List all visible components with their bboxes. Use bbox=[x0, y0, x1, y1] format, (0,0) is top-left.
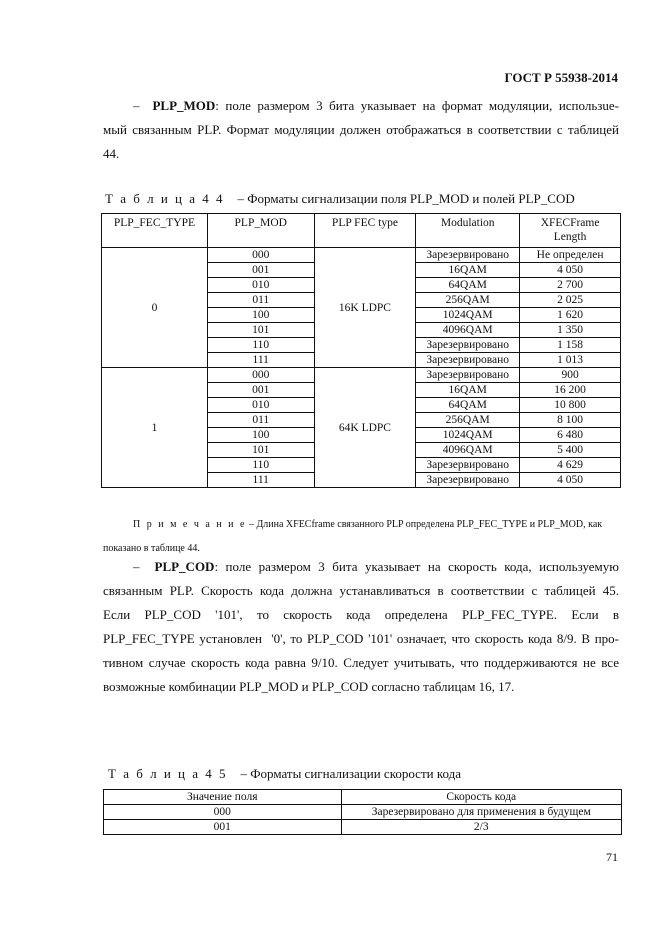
cell-xfecframe-length: 2 700 bbox=[520, 278, 621, 293]
cell-plp-mod: 101 bbox=[207, 443, 314, 458]
table44-note bbox=[103, 513, 621, 561]
para-text: : поле размером 3 бита указывает на формат модуляции, использue- bbox=[215, 98, 619, 113]
table45-caption-text: – Форматы сигнализации скорости кода bbox=[240, 766, 462, 781]
cell-xfecframe-length: 5 400 bbox=[520, 443, 621, 458]
col-header-plp-fec-type: PLP_FEC_TYPE bbox=[102, 214, 208, 248]
standard-number: ГОСТ Р 55938-2014 bbox=[504, 70, 618, 85]
cell-plp-fec-type: 0 bbox=[102, 248, 208, 368]
cell-modulation: 16QAM bbox=[416, 383, 520, 398]
plp-cod-paragraph bbox=[103, 555, 619, 699]
table45-caption bbox=[108, 766, 461, 782]
para-line: связанным PLP. Скорость кода должна устанавливаться в соответствии с таблицей 45. bbox=[103, 583, 619, 598]
cell-modulation: 1024QAM bbox=[416, 428, 520, 443]
cell-xfecframe-length: 900 bbox=[520, 368, 621, 383]
cell-plp-mod: 101 bbox=[207, 323, 314, 338]
para-line: PLP_FEC_TYPE установлен '0', то PLP_COD '101' означает, что скорость кода 8/9. В про- bbox=[103, 631, 619, 646]
table44-caption-label: Т а б л и ц а 4 4 bbox=[105, 191, 225, 206]
term-plp-cod: PLP_COD bbox=[154, 559, 215, 574]
cell-modulation: Зарезервировано bbox=[416, 338, 520, 353]
page-number: 71 bbox=[606, 850, 618, 864]
para-line bbox=[103, 555, 619, 579]
cell-plp-mod: 100 bbox=[207, 308, 314, 323]
col-header-plp-mod: PLP_MOD bbox=[207, 214, 314, 248]
cell-modulation: 4096QAM bbox=[416, 443, 520, 458]
table44-caption-text: – Форматы сигнализации поля PLP_MOD и полей PLP_COD bbox=[237, 191, 575, 206]
para-line: Если PLP_COD '101', то скорость кода определена PLP_FEC_TYPE. Если в bbox=[103, 607, 619, 622]
table45-caption-label: Т а б л и ц а 4 5 bbox=[108, 766, 228, 781]
cell-plp-mod: 010 bbox=[207, 278, 314, 293]
cell-xfecframe-length: 4 050 bbox=[520, 473, 621, 488]
cell-modulation: 256QAM bbox=[416, 293, 520, 308]
para-text: : поле размером 3 бита указывает на скорость кода, используемую bbox=[214, 559, 619, 574]
para-line: мый связанным PLP. Формат модуляции должен отображаться в соответствии с таблицей bbox=[103, 122, 619, 137]
cell-modulation: 1024QAM bbox=[416, 308, 520, 323]
cell-plp-mod: 110 bbox=[207, 458, 314, 473]
cell-modulation: Зарезервировано bbox=[416, 353, 520, 368]
col-header-code-rate: Скорость кода bbox=[341, 790, 622, 805]
cell-modulation: 256QAM bbox=[416, 413, 520, 428]
cell-plp-mod: 001 bbox=[207, 263, 314, 278]
cell-modulation: Зарезервировано bbox=[416, 368, 520, 383]
cell-plp-mod: 111 bbox=[207, 473, 314, 488]
dash: – bbox=[133, 559, 140, 574]
cell-plp-mod: 010 bbox=[207, 398, 314, 413]
cell-modulation: Зарезервировано bbox=[416, 458, 520, 473]
cell-xfecframe-length: 1 158 bbox=[520, 338, 621, 353]
table44-caption bbox=[105, 191, 575, 207]
cell-xfecframe-length: 10 800 bbox=[520, 398, 621, 413]
note-text-2: показано в таблице 44. bbox=[103, 543, 200, 554]
note-label: П р и м е ч а н и е bbox=[133, 519, 247, 530]
note-text-1: – Длина XFECframe связанного PLP определена PLP_FEC_TYPE и PLP_MOD, как bbox=[246, 519, 603, 530]
cell-xfecframe-length: 4 629 bbox=[520, 458, 621, 473]
plp-mod-paragraph bbox=[103, 94, 619, 166]
para-line: возможные комбинации PLP_MOD и PLP_COD согласно таблицам 16, 17. bbox=[103, 679, 515, 694]
cell-plp-mod: 100 bbox=[207, 428, 314, 443]
cell-plp-mod: 110 bbox=[207, 338, 314, 353]
cell-xfecframe-length: 1 013 bbox=[520, 353, 621, 368]
cell-plp-fec-type-label: 16K LDPC bbox=[314, 248, 416, 368]
cell-plp-fec-type: 1 bbox=[102, 368, 208, 488]
cell-plp-mod: 001 bbox=[207, 383, 314, 398]
para-line: тивном случае скорость кода равна 9/10. Следует учитывать, что поддерживаются не все bbox=[103, 655, 619, 670]
cell-xfecframe-length: Не определен bbox=[520, 248, 621, 263]
cell-plp-fec-type-label: 64K LDPC bbox=[314, 368, 416, 488]
cell-modulation: 64QAM bbox=[416, 398, 520, 413]
dash: – bbox=[133, 98, 140, 113]
para-line: 44. bbox=[103, 146, 120, 161]
para-line bbox=[103, 94, 619, 118]
cell-xfecframe-length: 6 480 bbox=[520, 428, 621, 443]
col-header-xfecframe-length: XFECFrame Length bbox=[520, 214, 621, 248]
cell-xfecframe-length: 4 050 bbox=[520, 263, 621, 278]
cell-modulation: 16QAM bbox=[416, 263, 520, 278]
table-row bbox=[104, 805, 622, 820]
cell-modulation: Зарезервировано bbox=[416, 473, 520, 488]
table-row bbox=[102, 368, 621, 383]
term-plp-mod: PLP_MOD bbox=[152, 98, 216, 113]
table-row bbox=[102, 248, 621, 263]
cell-modulation: 4096QAM bbox=[416, 323, 520, 338]
cell-plp-mod: 111 bbox=[207, 353, 314, 368]
cell-xfecframe-length: 16 200 bbox=[520, 383, 621, 398]
cell-modulation: Зарезервировано bbox=[416, 248, 520, 263]
table-row bbox=[104, 820, 622, 835]
cell-code-rate: 2/3 bbox=[341, 820, 622, 835]
cell-field-value: 001 bbox=[104, 820, 342, 835]
cell-plp-mod: 011 bbox=[207, 413, 314, 428]
cell-xfecframe-length: 2 025 bbox=[520, 293, 621, 308]
col-header-plp-fec-type-label: PLP FEC type bbox=[314, 214, 416, 248]
col-header-modulation: Modulation bbox=[416, 214, 520, 248]
cell-code-rate: Зарезервировано для применения в будущем bbox=[341, 805, 622, 820]
cell-xfecframe-length: 1 350 bbox=[520, 323, 621, 338]
table-44 bbox=[101, 213, 621, 488]
cell-field-value: 000 bbox=[104, 805, 342, 820]
cell-plp-mod: 000 bbox=[207, 248, 314, 263]
cell-xfecframe-length: 8 100 bbox=[520, 413, 621, 428]
cell-xfecframe-length: 1 620 bbox=[520, 308, 621, 323]
cell-plp-mod: 000 bbox=[207, 368, 314, 383]
table-45 bbox=[103, 789, 622, 835]
col-header-field-value: Значение поля bbox=[104, 790, 342, 805]
cell-plp-mod: 011 bbox=[207, 293, 314, 308]
cell-modulation: 64QAM bbox=[416, 278, 520, 293]
